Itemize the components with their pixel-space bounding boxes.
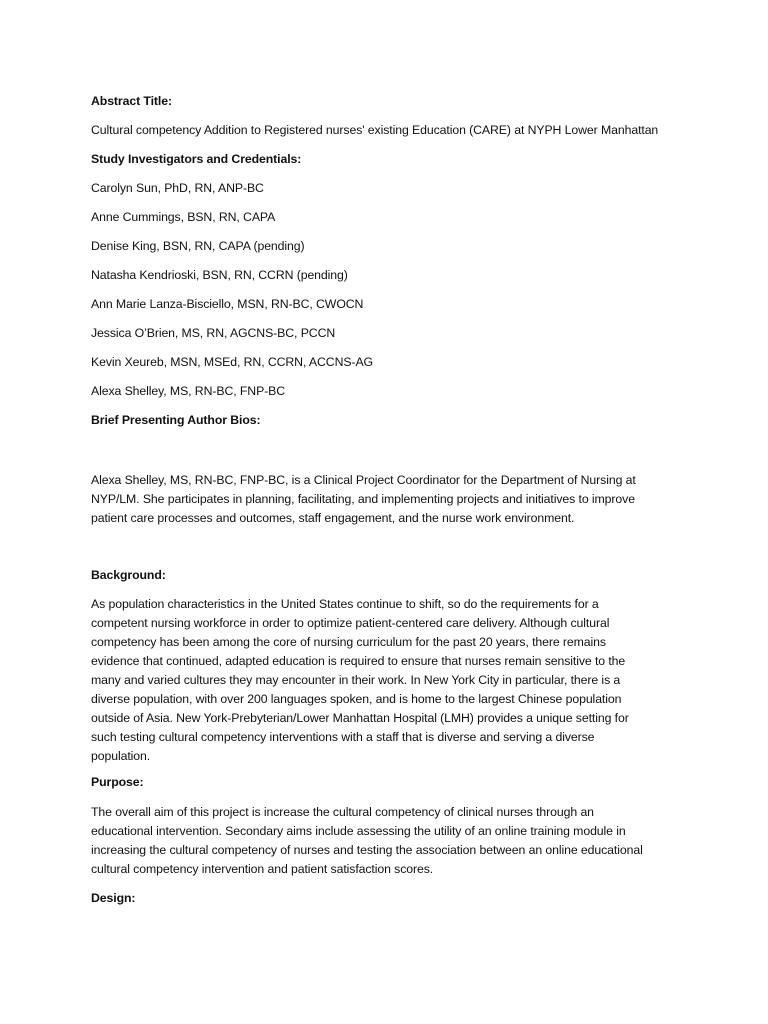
design-label: Design: [91,891,136,905]
investigators-label: Study Investigators and Credentials: [91,152,302,166]
investigator-item: Jessica O’Brien, MS, RN, AGCNS-BC, PCCN [91,326,336,340]
investigator-item: Denise King, BSN, RN, CAPA (pending) [91,239,305,253]
bio-line: patient care processes and outcomes, staff engagement, and the nurse work environment. [91,511,575,525]
purpose-line: educational intervention. Secondary aims include assessing the utility of an online training module in [91,824,626,838]
background-line: such testing cultural competency interventions with a staff that is diverse and serving a diverse [91,730,595,744]
bios-label: Brief Presenting Author Bios: [91,413,261,427]
bio-line: NYP/LM. She participates in planning, facilitating, and implementing projects and initiatives to improve [91,492,635,506]
background-line: many and varied cultures they may encounter in their work. In New York City in particular, there is a [91,673,621,687]
investigator-item: Alexa Shelley, MS, RN-BC, FNP-BC [91,384,286,398]
background-line: evidence that continued, adapted education is required to ensure that nurses remain sensitive to the [91,654,626,668]
purpose-line: cultural competency intervention and patient satisfaction scores. [91,862,434,876]
background-label: Background: [91,568,166,582]
background-line: competency has been among the core of nursing curriculum for the past 20 years, there remains [91,635,606,649]
background-line: As population characteristics in the United States continue to shift, so do the requirements for a [91,597,599,611]
abstract-title: Cultural competency Addition to Registered nurses' existing Education (CARE) at NYPH Lower Manhattan [91,123,659,137]
bio-line: Alexa Shelley, MS, RN-BC, FNP-BC, is a Clinical Project Coordinator for the Department of Nursing at [91,473,636,487]
abstract-title-label: Abstract Title: [91,94,172,108]
background-line: population. [91,749,151,763]
investigator-item: Anne Cummings, BSN, RN, CAPA [91,210,276,224]
purpose-line: increasing the cultural competency of nurses and testing the association between an online educational [91,843,643,857]
background-line: competent nursing workforce in order to optimize patient-centered care delivery. Although cultural [91,616,610,630]
purpose-paragraph [91,803,681,879]
investigator-item: Ann Marie Lanza-Bisciello, MSN, RN-BC, CWOCN [91,297,364,311]
investigator-item: Natasha Kendrioski, BSN, RN, CCRN (pending) [91,268,348,282]
background-paragraph [91,595,681,766]
investigator-item: Carolyn Sun, PhD, RN, ANP-BC [91,181,264,195]
purpose-line: The overall aim of this project is increase the cultural competency of clinical nurses through an [91,805,594,819]
background-line: diverse population, with over 200 languages spoken, and is home to the largest Chinese population [91,692,622,706]
bio-paragraph [91,471,681,528]
purpose-label: Purpose: [91,775,144,789]
background-line: outside of Asia. New York-Prebyterian/Lower Manhattan Hospital (LMH) provides a unique setting for [91,711,629,725]
investigator-item: Kevin Xeureb, MSN, MSEd, RN, CCRN, ACCNS-AG [91,355,374,369]
